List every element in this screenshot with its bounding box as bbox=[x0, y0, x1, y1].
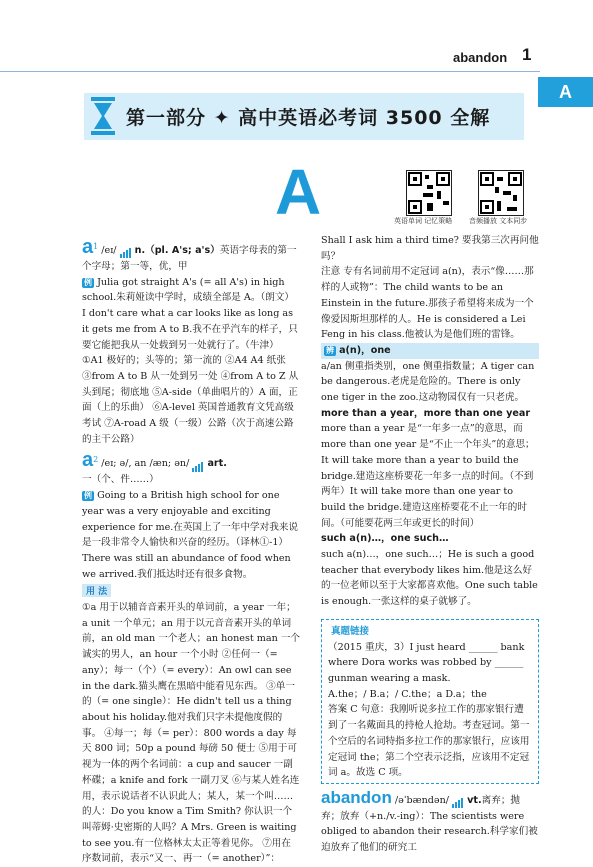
distinction-text: such a(n)…，one such…；He is such a good teacher that everybody likes him.他是这么好的一位老师以至于大家都喜欢他。One such table is enough.一张这样的桌子就够了。 bbox=[321, 549, 538, 608]
header-word: abandon bbox=[453, 50, 508, 65]
phonetic: /eɪ/ bbox=[101, 245, 117, 256]
left-column bbox=[82, 236, 300, 867]
exam-link-box bbox=[321, 619, 539, 784]
phonetic: /eɪ; ə/, an /æn; ən/ bbox=[101, 458, 190, 470]
frequency-bars-icon bbox=[192, 456, 204, 472]
exam-answer: 答案 C 句意：我刚听说多拉工作的那家银行遭到了一名戴面具的持枪人抢劫。考查冠词。第一个空后的名词特指多拉工作的那家银行，应该用定冠词 the；第二个空表示泛指，应该用不定冠词 a。故选 C 项。 bbox=[328, 704, 530, 779]
qr-code-icon[interactable] bbox=[478, 170, 524, 216]
distinction-subheading: more than a year，more than one year bbox=[321, 407, 531, 419]
part-of-speech: art. bbox=[207, 458, 227, 470]
section-tab: A bbox=[538, 77, 593, 107]
example: 例 Julia got straight A's (= all A's) in high school.朱莉娅读中学时，成绩全部是 A。（朗文） bbox=[82, 276, 295, 304]
part-of-speech: vt. bbox=[467, 794, 482, 806]
header-rule bbox=[0, 71, 540, 72]
right-column bbox=[321, 233, 539, 856]
page-number: 1 bbox=[522, 45, 532, 64]
headword: a bbox=[82, 449, 94, 472]
definition: 一（个、件……） bbox=[82, 474, 159, 486]
qr-code-icon[interactable] bbox=[406, 170, 452, 216]
example: There was still an abundance of food when we arrived.我们抵达时还有很多食物。 bbox=[82, 552, 291, 580]
definition: 英语字母表的第一个字母；第一等，优，甲 bbox=[82, 245, 297, 272]
example-tag-icon: 例 bbox=[84, 277, 92, 287]
headword: abandon bbox=[321, 787, 392, 807]
qr-label: 音频播放 文本同步 bbox=[469, 217, 528, 225]
exam-options: A.the；/ B.a；/ C.the；a D.a；the bbox=[328, 688, 487, 700]
usage-label: 用 法 bbox=[82, 584, 111, 597]
phrases: ①A1 极好的；头等的；第一流的 ②A4 A4 纸张 ③from A to B 从一处到另一处 ④from A to Z 从头到尾；彻底地 ⑤A-side（单曲唱片的）A 面，正面（上的乐曲） ⑥A-level 英国普通教育文凭高级考试 ⑦A-road A 级（一级）公路（次于高速公路的主干公路） bbox=[82, 355, 299, 445]
frequency-bars-icon bbox=[120, 243, 132, 259]
hourglass-icon bbox=[88, 93, 118, 139]
frequency-bars-icon bbox=[452, 793, 464, 809]
distinction-subheading: such a(n)…，one such… bbox=[321, 533, 449, 545]
entry-abandon bbox=[321, 788, 539, 856]
example: I don't care what a car looks like as long as it gets me from A to B.我不在乎汽车的样子，只要它能把我从一处载到另一处就行了。（牛津） bbox=[82, 308, 298, 351]
qr-label: 英语单词 记忆策略 bbox=[394, 217, 453, 225]
definition: 离弃；抛弃；放弃（+n./v.-ing）：The scientists were obliged to abandon their research.科学家们被迫放弃了他们的研究工 bbox=[321, 794, 538, 854]
distinction-heading: 辨 a(n)，one bbox=[321, 343, 539, 359]
section-letter: A bbox=[275, 156, 322, 228]
note: 注意 专有名词前用不定冠词 a(n)，表示“像……那样的人或物”：The child wants to be an Einstein in the future.那孩子希望将来成为一个像爱因斯坦那样的人。He is considered a Lei Feng in his class.他被认为是他们班的雷锋。 bbox=[321, 266, 534, 341]
distinction-text: more than a year 是“一年多一点”的意思，而 more than one year 是“不止一个年头”的意思；It will take more than a year to build the bridge.建造这座桥要花一年多一点的时间。（不到两年）It will take more than one year to build the bridge.建造这座桥要花不止一年的时间。（可能要花两三年或更长的时间） bbox=[321, 423, 535, 529]
part-of-speech: n.（pl. A's; a's） bbox=[134, 245, 220, 256]
headword-superscript: 1 bbox=[93, 241, 99, 251]
example: 例 Going to a British high school for one year was a very enjoyable and exciting experience for me.在英国上了一年中学对我来说是一段非常令人愉快和兴奋的经历。（译林①-1） bbox=[82, 490, 299, 549]
distinction-text: a/an 侧重指类别，one 侧重指数量；A tiger can be dangerous.老虎是危险的。There is only one tiger in the zoo.这动物园仅有一只老虎。 bbox=[321, 360, 535, 404]
exam-question: （2015 重庆，3）I just heard ______ bank where Dora works was robbed by ______ gunman wearing a mask. bbox=[328, 641, 525, 684]
exam-link-title: 真题链接 bbox=[328, 623, 372, 637]
distinguish-tag-icon: 辨 bbox=[326, 345, 334, 355]
example: Shall I ask him a third time? 要我第三次再问他吗？ bbox=[321, 235, 539, 262]
example-tag-icon: 例 bbox=[84, 491, 92, 501]
headword: a bbox=[82, 236, 94, 258]
phonetic: /əˈbændən/ bbox=[394, 794, 450, 806]
banner-title: 第一部分 ✦ 高中英语必考词 3500 全解 bbox=[126, 107, 491, 129]
headword-superscript: 2 bbox=[93, 455, 99, 465]
entry-a1 bbox=[82, 236, 300, 275]
usage-text: ①a 用于以辅音音素开头的单词前，a year 一年；a unit 一个单元；an 用于以元音音素开头的单词前，an old man 一个老人；an honest man 一个诚实的男人，an hour 一个小时 ②任何一（= any）；每一（个）（= every）：An owl can see in the dark.猫头鹰在黑暗中能看见东西。 ③单一的（= one single）：He didn't tell us a thing about his holiday.他对我们只字未提他度假的事。 ④每一；每（= per）：800 words a day 每天 800 词；50p a pound 每磅 50 便士 ⑤用于可视为一体的两个名词前：a cup and saucer 一副杯碟；a knife and fork 一副刀叉 ⑥与某人姓名连用，表示说话者不认识此人；某人，某一个叫……的人：Do you know a Tim Smith? 你认识一个叫蒂姆·史密斯的人吗？A Mrs. Green is waiting to see you.有一位格林太太正等着见你。 ⑦用在序数词前，表示“又一、再一（= another）”： bbox=[82, 602, 301, 865]
entry-a2 bbox=[82, 449, 300, 488]
